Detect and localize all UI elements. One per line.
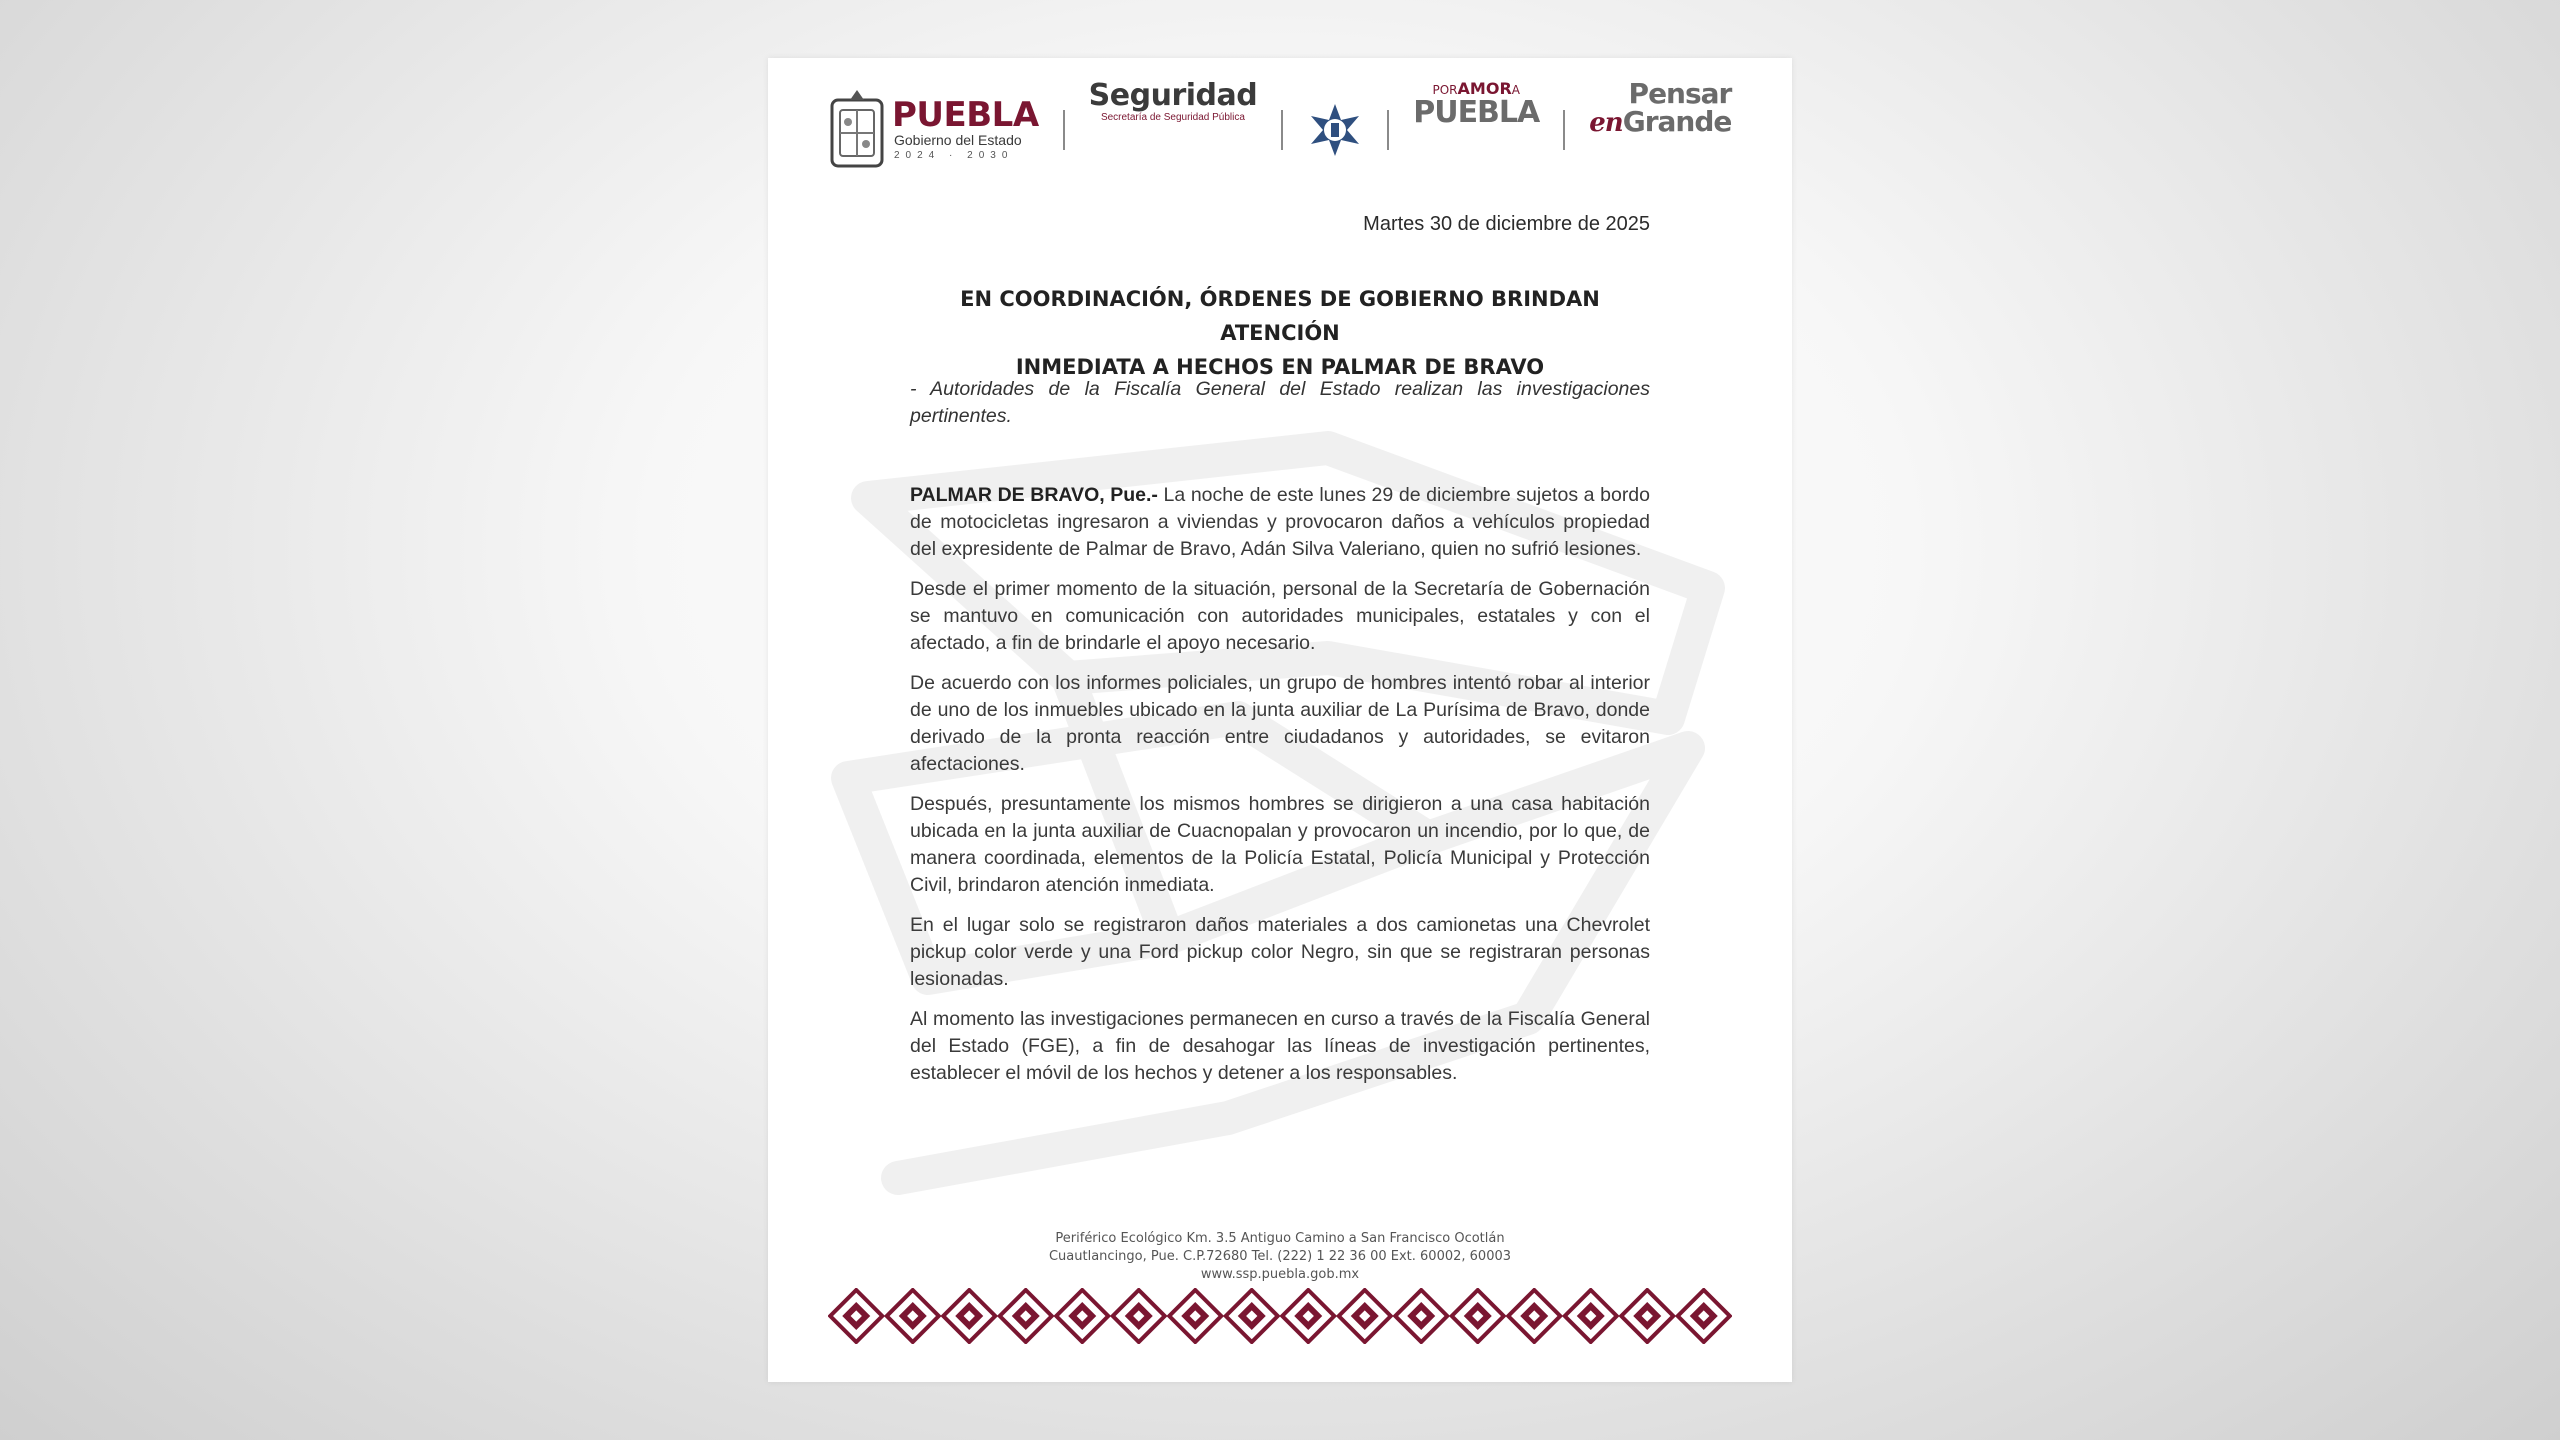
decorative-pattern-border [828, 1288, 1732, 1344]
puebla-name: PUEBLA [892, 94, 1039, 135]
paragraph-6: Al momento las investigaciones permanecen en curso a través de la Fiscalía General del Estado (FGE), a fin de desahogar las líneas de investigación pertinentes, establecer el móvil de los hechos y detener a los responsables. [910, 1008, 1650, 1084]
document-body [910, 482, 1650, 1100]
pattern-motif [1000, 1290, 1052, 1342]
pattern-motif [887, 1290, 939, 1342]
footer-address [768, 1230, 1792, 1284]
pattern-motif [1621, 1290, 1673, 1342]
pattern-motif [1452, 1290, 1504, 1342]
paragraph-1 [910, 482, 1650, 563]
pensar-en-grande-logo [1589, 77, 1732, 180]
pattern-motif [1169, 1290, 1221, 1342]
amor-por: POR [1432, 83, 1458, 97]
title-line-1: EN COORDINACIÓN, ÓRDENES DE GOBIERNO BRINDAN ATENCIÓN [960, 287, 1600, 345]
pattern-motif [1395, 1290, 1447, 1342]
pattern-motif [1565, 1290, 1617, 1342]
seguridad-logo [1089, 80, 1258, 180]
paragraph-5: En el lugar solo se registraron daños materiales a dos camionetas una Chevrolet pickup color verde y una Ford pickup color Negro, sin que se registraran personas lesionadas. [910, 914, 1650, 990]
pattern-motif [1282, 1290, 1334, 1342]
puebla-years: 2024 · 2030 [894, 149, 1014, 161]
footer-website: www.ssp.puebla.gob.mx [1200, 1267, 1360, 1282]
dateline: PALMAR DE BRAVO, Pue.- [910, 484, 1158, 506]
paragraph-4: Después, presuntamente los mismos hombres se dirigieron a una casa habitación ubicada en la junta auxiliar de Cuacnopalan y provocaron un incendio, por lo que, de manera coordinada, elementos de la Policía Estatal, Policía Municipal y Protección Civil, brindaron atención inmediata. [910, 793, 1650, 896]
paragraph-3: De acuerdo con los informes policiales, un grupo de hombres intentó robar al interior de uno de los inmuebles ubicado en la junta auxiliar de La Purísima de Bravo, donde derivado de la pronta reacción entre ciudadanos y autoridades, se evitaron afectaciones. [910, 672, 1650, 775]
amor-a: A [1511, 83, 1520, 97]
puebla-subtitle: Gobierno del Estado [894, 131, 1022, 148]
seguridad-subtitle: Secretaría de Seguridad Pública [1100, 112, 1245, 123]
grande-word: Grande [1622, 105, 1732, 138]
header-divider [1281, 110, 1283, 150]
seguridad-title: Seguridad [1088, 78, 1258, 113]
pensar-word: Pensar [1628, 77, 1732, 110]
footer-line-1: Periférico Ecológico Km. 3.5 Antiguo Camino a San Francisco Ocotlán [1055, 1231, 1505, 1246]
pattern-motif [1678, 1290, 1730, 1342]
letterhead [828, 77, 1732, 180]
paragraph-1-text: La noche de este lunes 29 de diciembre sujetos a bordo de motocicletas ingresaron a viviendas y provocaron daños a vehículos propiedad del expresidente de Palmar de Bravo, Adán Silva Valeriano, quien no sufrió lesiones. [910, 484, 1650, 560]
document-date: Martes 30 de diciembre de 2025 [1363, 213, 1650, 235]
coat-of-arms-icon [828, 88, 886, 172]
pattern-motif [1056, 1290, 1108, 1342]
puebla-government-logo [828, 80, 1039, 180]
amor-word: AMOR [1457, 79, 1512, 98]
title-line-2: INMEDIATA A HECHOS EN PALMAR DE BRAVO [1015, 355, 1545, 379]
document-title [910, 282, 1650, 384]
footer-line-2: Cuautlancingo, Pue. C.P.72680 Tel. (222) 1 22 36 00 Ext. 60002, 60003 [1048, 1249, 1512, 1264]
press-release-page [768, 58, 1792, 1382]
pattern-motif [1226, 1290, 1278, 1342]
pattern-motif [1508, 1290, 1560, 1342]
police-star-logo [1307, 80, 1363, 180]
pattern-motif [943, 1290, 995, 1342]
por-amor-a-puebla-logo [1413, 80, 1539, 180]
amor-puebla: PUEBLA [1413, 95, 1540, 130]
header-divider [1563, 110, 1565, 150]
pattern-motif [830, 1290, 882, 1342]
document-subtitle: - Autoridades de la Fiscalía General del Estado realizan las investigaciones pertinentes. [910, 378, 1650, 427]
pattern-motif [1339, 1290, 1391, 1342]
paragraph-2: Desde el primer momento de la situación, personal de la Secretaría de Gobernación se mantuvo en comunicación con autoridades municipales, estatales y con el afectado, a fin de brindarle el apoyo necesario. [910, 578, 1650, 654]
police-star-icon [1307, 102, 1363, 158]
en-word: en [1589, 108, 1623, 138]
pattern-motif [1113, 1290, 1165, 1342]
header-divider [1387, 110, 1389, 150]
header-divider [1063, 110, 1065, 150]
